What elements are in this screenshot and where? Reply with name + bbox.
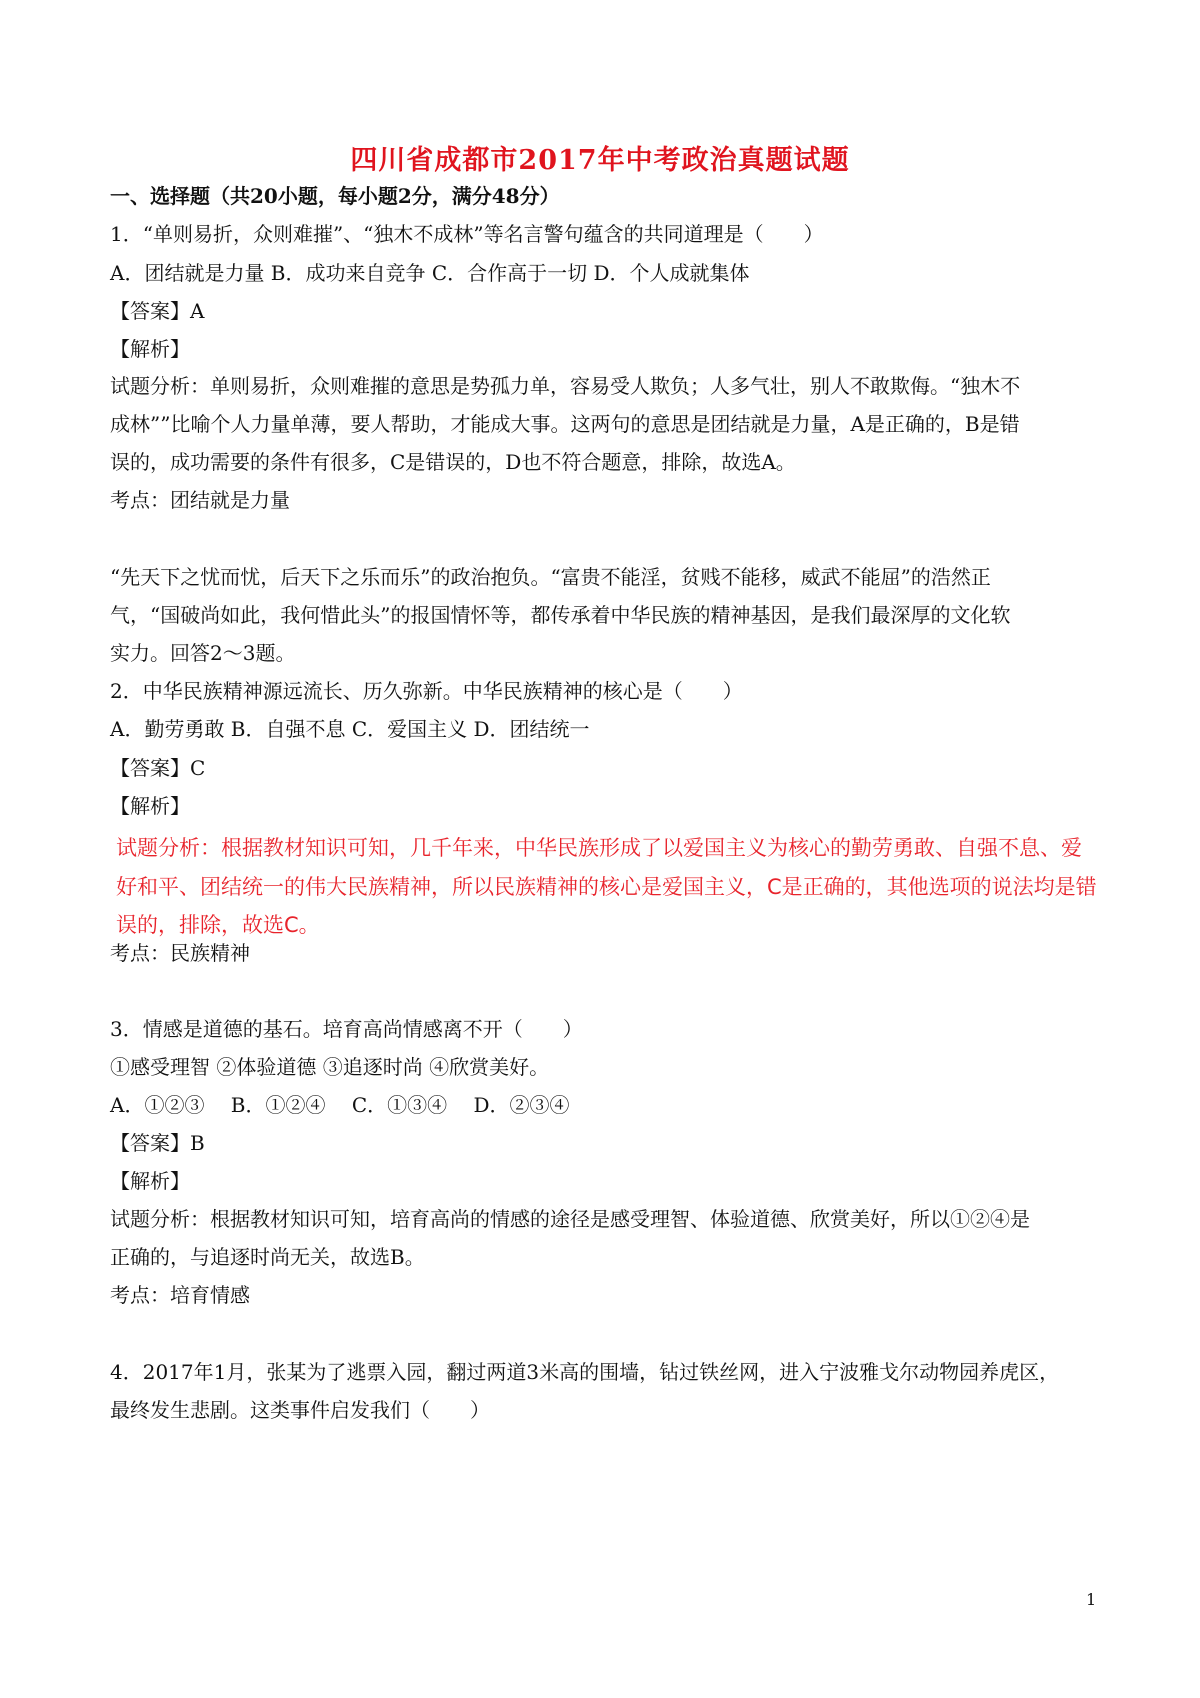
question-1-analysis-line: 试题分析：单则易折，众则难摧的意思是势孤力单，容易受人欺负；人多气壮，别人不敢欺侮。“独木不 (110, 374, 1021, 398)
question-1-analysis-line: 成林””比喻个人力量单薄，要人帮助，才能成大事。这两句的意思是团结就是力量，A是正确的，B是错 (110, 412, 1020, 436)
question-3-analysis-label: 【解析】 (110, 1169, 190, 1193)
page-title: 四川省成都市2017年中考政治真题试题 (350, 145, 850, 176)
question-3-analysis-line: 试题分析：根据教材知识可知，培育高尚的情感的途径是感受理智、体验道德、欣赏美好，所以①②④是 (110, 1207, 1030, 1231)
question-1-options: A．团结就是力量 B．成功来自竞争 C．合作高于一切 D．个人成就集体 (110, 261, 750, 285)
question-1-answer: 【答案】A (110, 299, 205, 323)
question-3-keypoint: 考点：培育情感 (110, 1283, 250, 1307)
page-number: 1 (1086, 1590, 1097, 1609)
passage-line: “先天下之忧而忧，后天下之乐而乐”的政治抱负。“富贵不能淫，贫贱不能移，威武不能屈”的浩然正 (110, 565, 991, 589)
question-2-analysis-label: 【解析】 (110, 794, 190, 818)
question-3-analysis-line: 正确的，与追逐时尚无关，故选B。 (110, 1245, 425, 1269)
section-heading: 一、选择题（共20小题，每小题2分，满分48分） (110, 184, 560, 208)
question-1-analysis-label: 【解析】 (110, 337, 190, 361)
passage-line: 气，“国破尚如此，我何惜此头”的报国情怀等，都传承着中华民族的精神基因，是我们最深厚的文化软 (110, 603, 1011, 627)
question-1-analysis-line: 误的，成功需要的条件有很多，C是错误的，D也不符合题意，排除，故选A。 (110, 450, 796, 474)
question-3-answer: 【答案】B (110, 1131, 205, 1155)
question-3-items: ①感受理智 ②体验道德 ③追逐时尚 ④欣赏美好。 (110, 1055, 550, 1079)
question-2-analysis-highlight: 试题分析：根据教材知识可知，几千年来，中华民族形成了以爱国主义为核心的勤劳勇敢、自强不息、爱 (116, 836, 1082, 860)
question-2-answer: 【答案】C (110, 756, 206, 780)
question-4-stem: 4．2017年1月，张某为了逃票入园，翻过两道3米高的围墙，钻过铁丝网，进入宁波雅戈尔动物园养虎区， (110, 1360, 1060, 1384)
question-2-keypoint: 考点：民族精神 (110, 941, 250, 965)
question-1-keypoint: 考点：团结就是力量 (110, 488, 290, 512)
question-2-options: A．勤劳勇敢 B．自强不息 C．爱国主义 D．团结统一 (110, 717, 590, 741)
passage-line: 实力。回答2～3题。 (110, 641, 296, 665)
question-2-analysis-highlight: 误的，排除，故选C。 (116, 913, 320, 937)
question-3-options: A．①②③ B．①②④ C．①③④ D．②③④ (110, 1093, 570, 1117)
question-3-stem: 3．情感是道德的基石。培育高尚情感离不开（ ） (110, 1017, 583, 1041)
question-4-stem: 最终发生悲剧。这类事件启发我们（ ） (110, 1398, 490, 1422)
question-2-analysis-highlight: 好和平、团结统一的伟大民族精神，所以民族精神的核心是爱国主义，C是正确的，其他选项的说法均是错 (116, 875, 1097, 899)
question-2-stem: 2．中华民族精神源远流长、历久弥新。中华民族精神的核心是（ ） (110, 679, 743, 703)
question-1-stem: 1．“单则易折，众则难摧”、“独木不成林”等名言警句蕴含的共同道理是（ ） (110, 222, 824, 246)
